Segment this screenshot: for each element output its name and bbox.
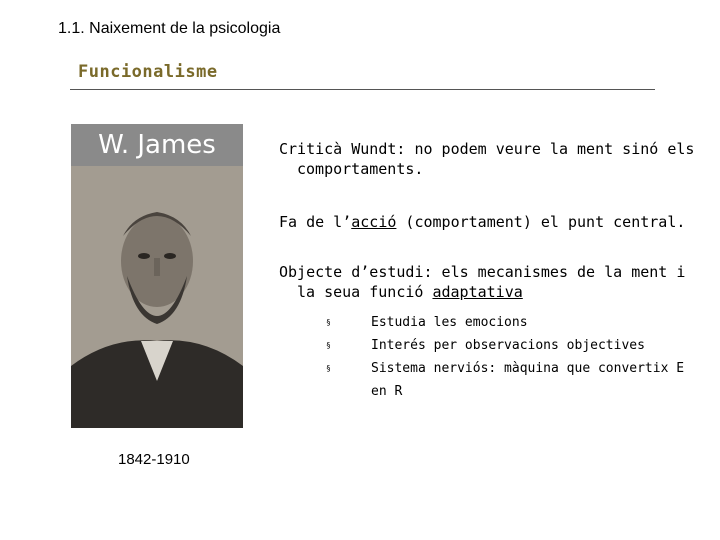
- portrait-photo: [71, 166, 243, 428]
- paragraph-critique: [279, 139, 709, 179]
- page-header-title: 1.1. Naixement de la psicologia: [58, 20, 281, 37]
- bullet-marker-icon: §: [326, 318, 331, 327]
- list-item: [326, 357, 696, 403]
- list-item-text: Interés per observacions objectives: [371, 338, 645, 353]
- paragraph-critique-line1: Criticà Wundt: no podem veure la ment sinó els: [279, 140, 695, 158]
- paragraph-object-line2-pre: la seua funció: [297, 283, 433, 301]
- portrait-icon: [71, 166, 243, 428]
- bullet-marker-icon: §: [326, 341, 331, 350]
- section-title: Funcionalisme: [78, 62, 218, 82]
- list-item-text: Estudia les emocions: [371, 315, 528, 330]
- paragraph-object-line1: Objecte d’estudi: els mecanismes de la ment i: [279, 263, 686, 281]
- paragraph-action-pre: Fa de l’: [279, 213, 352, 231]
- paragraph-action: [279, 212, 709, 232]
- title-divider: [70, 89, 655, 90]
- bullet-list: [326, 311, 696, 403]
- paragraph-object: [279, 262, 709, 302]
- life-years: 1842-1910: [118, 451, 190, 468]
- paragraph-object-line2: [279, 282, 709, 302]
- list-item: [326, 334, 696, 357]
- list-item-text: Sistema nerviós: màquina que convertix E en R: [371, 361, 685, 399]
- paragraph-object-underlined: adaptativa: [432, 283, 523, 301]
- paragraph-critique-line2: comportaments.: [297, 160, 424, 178]
- list-item: [326, 311, 696, 334]
- paragraph-action-underlined: acció: [351, 213, 397, 231]
- bullet-marker-icon: §: [326, 364, 331, 373]
- paragraph-action-post: (comportament) el punt central.: [396, 213, 686, 231]
- person-name-label: W. James: [71, 124, 243, 166]
